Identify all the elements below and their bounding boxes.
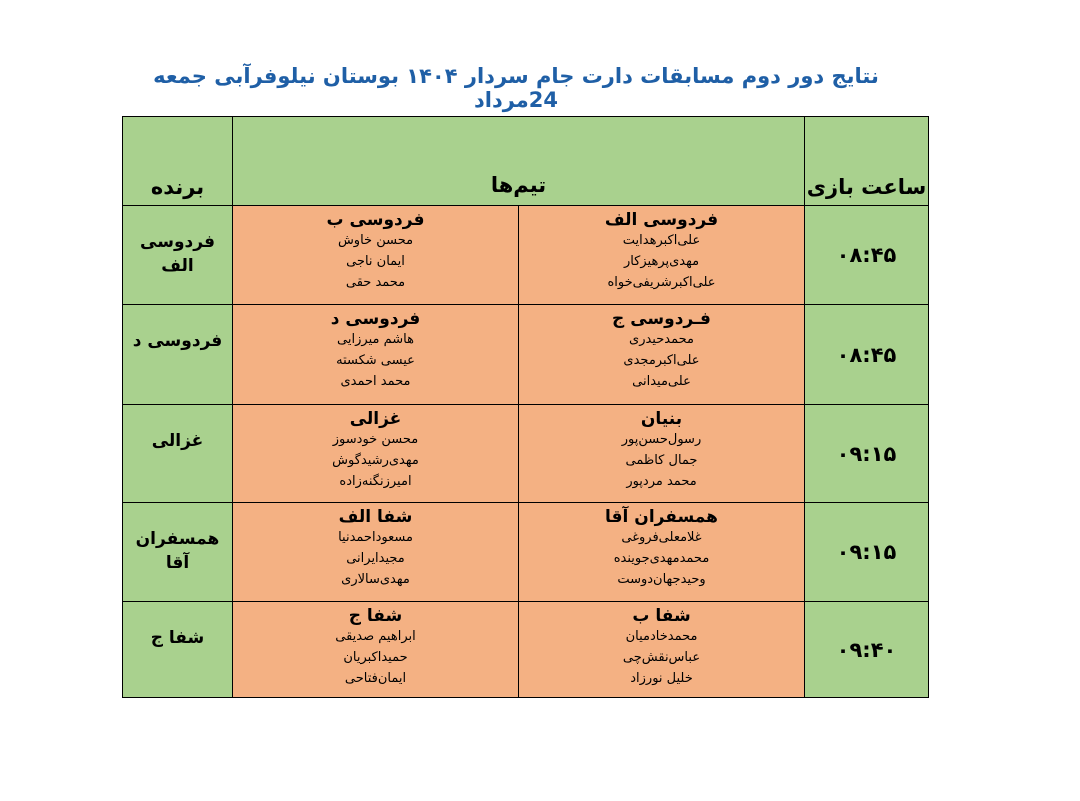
- player-name: محمدخادمیان: [625, 629, 698, 644]
- player-name: علی‌اکبرمجدی: [623, 353, 700, 368]
- match-row: [123, 503, 929, 602]
- team-b-cell: [233, 602, 519, 698]
- player-name: وحیدجهان‌دوست: [617, 572, 706, 587]
- team-b-cell: [233, 305, 519, 405]
- header-teams: تیم‌ها: [233, 117, 805, 206]
- player-name: مهدی‌سالاری: [341, 572, 410, 587]
- header-time: ساعت بازی: [805, 117, 929, 206]
- winner-cell: فردوسی د: [123, 305, 233, 405]
- winner-cell: همسفران آقا: [123, 503, 233, 602]
- team-name: شفا ب: [632, 606, 691, 626]
- player-name: مهدی‌رشیدگوش: [332, 453, 419, 468]
- player-name: امیرزنگنه‌زاده: [339, 474, 412, 489]
- match-time: ۰۸:۴۵: [805, 305, 929, 405]
- player-name: محسن خودسوز: [332, 432, 419, 447]
- match-time: ۰۹:۱۵: [805, 503, 929, 602]
- player-name: هاشم میرزایی: [337, 332, 414, 347]
- team-a-cell: [519, 305, 805, 405]
- player-name: محمدحیدری: [629, 332, 694, 347]
- player-name: محمدمهدی‌جوینده: [613, 551, 710, 566]
- team-a-cell: [519, 503, 805, 602]
- player-name: خلیل نورزاد: [630, 671, 693, 686]
- team-name: بنیان: [640, 409, 683, 429]
- team-a-cell: [519, 602, 805, 698]
- player-name: جمال کاظمی: [625, 453, 698, 468]
- team-name: فردوسی الف: [604, 210, 719, 230]
- team-a-cell: [519, 405, 805, 503]
- team-b-cell: [233, 405, 519, 503]
- player-name: محسن خاوش: [337, 233, 414, 248]
- team-a-cell: [519, 206, 805, 305]
- header-winner: برنده: [123, 117, 233, 206]
- player-name: مهدی‌پرهیزکار: [623, 254, 700, 269]
- player-name: ایمان ناجی: [346, 254, 405, 269]
- match-time: ۰۹:۱۵: [805, 405, 929, 503]
- player-name: محمد مردپور: [626, 474, 697, 489]
- team-name: شفا الف: [338, 507, 413, 527]
- player-name: رسول‌حسن‌پور: [621, 432, 702, 447]
- winner-cell: شفا ج: [123, 602, 233, 698]
- team-name: همسفران آقا: [605, 507, 718, 527]
- player-name: ایمان‌فتاحی: [344, 671, 407, 686]
- header-row: [123, 117, 929, 206]
- match-row: [123, 405, 929, 503]
- player-name: محمد حقی: [345, 275, 406, 290]
- player-name: ابراهیم صدیقی: [335, 629, 416, 644]
- player-name: مجیدایرانی: [346, 551, 405, 566]
- team-b-cell: [233, 503, 519, 602]
- player-name: حمیداکبریان: [343, 650, 408, 665]
- team-name: فـردوسی ج: [612, 309, 711, 329]
- match-row: [123, 305, 929, 405]
- winner-cell: غزالی: [123, 405, 233, 503]
- match-row: [123, 206, 929, 305]
- results-table: [122, 116, 929, 698]
- player-name: مسعوداحمدنیا: [338, 530, 413, 545]
- team-name: فردوسی ب: [326, 210, 425, 230]
- player-name: محمد احمدی: [340, 374, 411, 389]
- team-name: شفا ج: [348, 606, 403, 626]
- player-name: عیسی شکسته: [336, 353, 415, 368]
- winner-cell: فردوسی الف: [123, 206, 233, 305]
- match-time: ۰۸:۴۵: [805, 206, 929, 305]
- player-name: علی‌اکبرهدایت: [622, 233, 701, 248]
- match-time: ۰۹:۴۰: [805, 602, 929, 698]
- page-title: نتایج دور دوم مسابقات دارت جام سردار ۱۴۰۴ بوستان نیلوفرآبی جمعه 24مرداد: [153, 64, 879, 112]
- player-name: غلامعلی‌فروغی: [621, 530, 702, 545]
- team-name: فردوسی د: [330, 309, 421, 329]
- team-name: غزالی: [349, 409, 402, 429]
- team-b-cell: [233, 206, 519, 305]
- player-name: علی‌اکبرشریفی‌خواه: [607, 275, 716, 290]
- player-name: عباس‌نقش‌چی: [622, 650, 701, 665]
- player-name: علی‌میدانی: [632, 374, 691, 389]
- match-row: [123, 602, 929, 698]
